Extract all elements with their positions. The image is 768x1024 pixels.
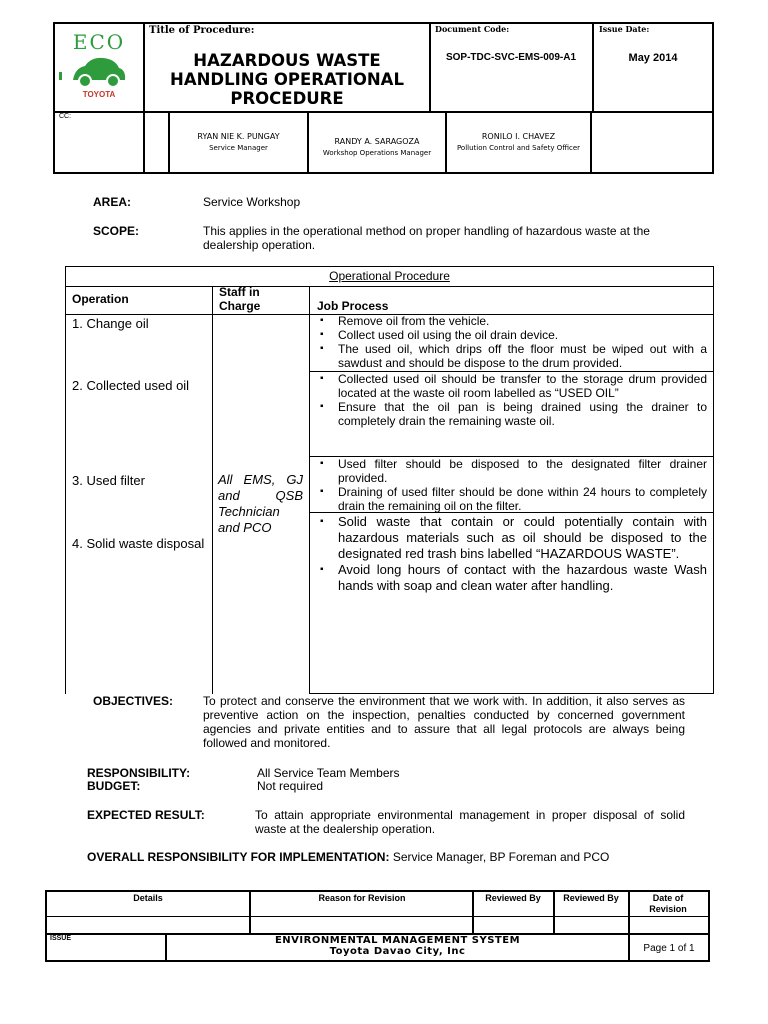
procedure-table-title: Operational Procedure — [329, 269, 450, 283]
car-icon — [69, 54, 129, 90]
operation-3: 3. Used filter — [72, 473, 145, 488]
page-number: Page 1 of 1 — [643, 943, 695, 954]
list-item: ▪ Avoid long hours of contact with the hazardous waste Wash hands with soap and clean water after handling. — [316, 562, 707, 594]
staff-in-charge: All EMS, GJ and QSB Technician and PCO — [218, 472, 303, 535]
objectives-value: To protect and conserve the environment that we work with. In addition, it also serves as preventive action on the inspection, penalties conducted by concerned government agencies and private entities and to assure that all legal protocols are always being followed and monitored. — [203, 694, 685, 750]
eco-logo-text: ECO — [72, 30, 126, 54]
responsibility-value: All Service Team Members — [257, 766, 400, 780]
job-group-4 — [316, 514, 707, 594]
scope-value: This applies in the operational method on proper handling of hazardous waste at the dealership operation. — [203, 224, 650, 252]
doc-code: SOP-TDC-SVC-EMS-009-A1 — [445, 52, 577, 63]
issue-date: May 2014 — [628, 52, 678, 64]
expected-result-value: To attain appropriate environmental management in proper disposal of solid waste at the dealership operation. — [255, 808, 685, 836]
col-reviewed-1: Reviewed By — [485, 893, 541, 903]
footer-table — [45, 890, 710, 962]
operation-2 — [72, 378, 205, 394]
signatory-role: Workshop Operations Manager — [322, 149, 432, 157]
signatory-name: RYAN NIE K. PUNGAY — [197, 132, 280, 141]
budget-value: Not required — [257, 779, 324, 793]
col-date: Date of Revision — [649, 893, 687, 914]
objectives-label: OBJECTIVES: — [93, 694, 174, 708]
signatory-1 — [170, 132, 307, 152]
area-value: Service Workshop — [203, 195, 301, 209]
signatory-2 — [309, 137, 445, 157]
job-group-3 — [316, 457, 707, 513]
issue-date-label: Issue Date: — [599, 24, 650, 34]
signatory-role: Pollution Control and Safety Officer — [456, 144, 581, 152]
expected-result-label: EXPECTED RESULT: — [87, 808, 205, 822]
scope-label: SCOPE: — [93, 224, 140, 238]
signatory-name: RANDY A. SARAGOZA — [334, 137, 420, 146]
operation-4-text: 4. Solid waste disposal — [72, 536, 205, 551]
col-staff: Staff in Charge — [219, 285, 261, 313]
col-operation: Operation — [72, 292, 129, 306]
list-item: ▪ The used oil, which drips off the floor must be wiped out with a sawdust and should be dispose to the drum provided. — [316, 342, 707, 370]
area-label: AREA: — [93, 195, 131, 209]
title-label: Title of Procedure: — [149, 25, 255, 36]
budget-label: BUDGET: — [87, 779, 141, 793]
list-item: ▪ Collected used oil should be transfer to the storage drum provided located at the waste oil room labelled as “USED OIL” — [316, 372, 707, 400]
responsibility-label: RESPONSIBILITY: — [87, 766, 191, 780]
signatory-3 — [447, 132, 590, 152]
issue-label: ISSUE — [50, 935, 72, 942]
job-group-2 — [316, 372, 707, 428]
footer-system-name — [167, 935, 628, 957]
cc-label: CC: — [59, 113, 72, 120]
doc-code-label: Document Code: — [435, 24, 510, 34]
company-name: Toyota Davao City, Inc — [329, 946, 466, 957]
col-details: Details — [133, 893, 163, 903]
header-block — [53, 22, 714, 174]
col-reason: Reason for Revision — [318, 893, 406, 903]
operation-4 — [72, 536, 205, 552]
operation-2-text: 2. Collected used oil — [72, 378, 190, 393]
list-item: ▪ Collect used oil using the oil drain device. — [316, 328, 707, 342]
toyota-logo-text: TOYOTA — [82, 90, 116, 99]
procedure-title: HAZARDOUS WASTE HANDLING OPERATIONAL PROCEDURE — [170, 51, 404, 108]
col-job-process: Job Process — [317, 299, 389, 313]
eco-toyota-logo — [59, 28, 139, 106]
system-name: ENVIRONMENTAL MANAGEMENT SYSTEM — [274, 935, 521, 946]
signatory-role: Service Manager — [209, 144, 268, 152]
overall-label: OVERALL RESPONSIBILITY FOR IMPLEMENTATION: — [87, 850, 390, 864]
list-item: ▪ Solid waste that contain or could potentially contain with hazardous materials such as oil should be disposed to the designated red trash bins labelled “HAZARDOUS WASTE”. — [316, 514, 707, 562]
procedure-table — [65, 266, 714, 694]
list-item: ▪ Draining of used filter should be done within 24 hours to completely drain the remaining oil on the filter. — [316, 485, 707, 513]
operation-1: 1. Change oil — [72, 316, 149, 331]
list-item: ▪ Used filter should be disposed to the designated filter drainer provided. — [316, 457, 707, 485]
col-reviewed-2: Reviewed By — [563, 893, 619, 903]
overall-value: Service Manager, BP Foreman and PCO — [392, 850, 610, 864]
job-group-1 — [316, 314, 707, 370]
list-item: ▪ Ensure that the oil pan is being drained using the drainer to completely drain the remaining waste oil. — [316, 400, 707, 428]
list-item: ▪ Remove oil from the vehicle. — [316, 314, 707, 328]
signatory-name: RONILO I. CHAVEZ — [481, 132, 556, 141]
overall-responsibility — [87, 850, 609, 864]
